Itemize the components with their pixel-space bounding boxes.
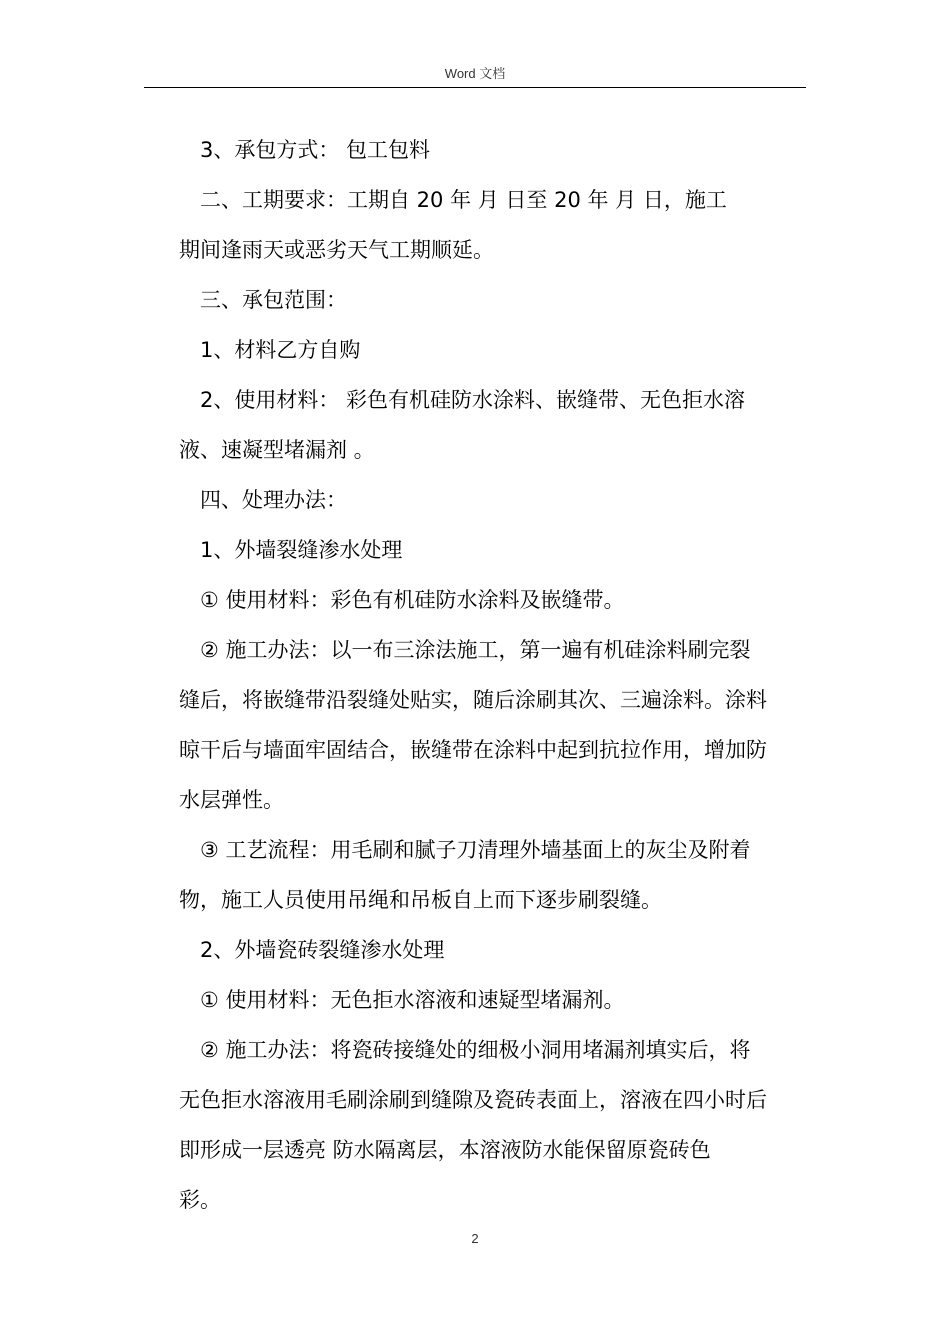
- text-line: 水层弹性。: [179, 788, 284, 812]
- paragraph-wall-crack-process: [179, 825, 804, 925]
- paragraph-materials-used: [179, 375, 804, 475]
- text-line: 3、承包方式： 包工包料: [200, 138, 431, 162]
- text-line: 即形成一层透亮 防水隔离层，本溶液防水能保留原瓷砖色: [179, 1138, 711, 1162]
- text-line: 期间逢雨天或恶劣天气工期顺延。: [179, 238, 494, 262]
- paragraph-schedule: [179, 175, 804, 275]
- paragraph-tile-crack-heading: [179, 925, 804, 975]
- header-divider: [144, 87, 806, 88]
- document-body: [179, 125, 804, 1225]
- text-line: 四、处理办法：: [200, 488, 347, 512]
- paragraph-scope-heading: [179, 275, 804, 325]
- text-line: 缝后，将嵌缝带沿裂缝处贴实，随后涂刷其次、三遍涂料。涂料: [179, 688, 767, 712]
- paragraph-tile-crack-materials: [179, 975, 804, 1025]
- text-line: ② 施工办法：以一布三涂法施工，第一遍有机硅涂料刷完裂: [200, 638, 751, 662]
- paragraph-tile-crack-method: [179, 1025, 804, 1225]
- text-line: 二、工期要求：工期自 20 年 月 日至 20 年 月 日，施工: [200, 188, 727, 212]
- text-line: 彩。: [179, 1188, 221, 1212]
- text-line: 1、材料乙方自购: [200, 338, 361, 362]
- text-line: ② 施工办法：将瓷砖接缝处的细极小洞用堵漏剂填实后，将: [200, 1038, 751, 1062]
- paragraph-contract-method: [179, 125, 804, 175]
- page-number: 2: [471, 1231, 479, 1246]
- text-line: 晾干后与墙面牢固结合，嵌缝带在涂料中起到抗拉作用，增加防: [179, 738, 767, 762]
- text-line: 无色拒水溶液用毛刷涂刷到缝隙及瓷砖表面上，溶液在四小时后: [179, 1088, 767, 1112]
- text-line: 物，施工人员使用吊绳和吊板自上而下逐步刷裂缝。: [179, 888, 662, 912]
- page-header: Word 文档: [444, 66, 506, 81]
- text-line: 液、速凝型堵漏剂 。: [179, 438, 375, 462]
- text-line: ③ 工艺流程：用毛刷和腻子刀清理外墙基面上的灰尘及附着: [200, 838, 751, 862]
- paragraph-wall-crack-materials: [179, 575, 804, 625]
- text-line: 2、使用材料： 彩色有机硅防水涂料、嵌缝带、无色拒水溶: [200, 388, 746, 412]
- text-line: ① 使用材料：彩色有机硅防水涂料及嵌缝带。: [200, 588, 625, 612]
- paragraph-wall-crack-method: [179, 625, 804, 825]
- paragraph-materials-source: [179, 325, 804, 375]
- text-line: ① 使用材料：无色拒水溶液和速疑型堵漏剂。: [200, 988, 625, 1012]
- paragraph-methods-heading: [179, 475, 804, 525]
- text-line: 2、外墙瓷砖裂缝渗水处理: [200, 938, 445, 962]
- text-line: 三、承包范围：: [200, 288, 347, 312]
- paragraph-wall-crack-heading: [179, 525, 804, 575]
- text-line: 1、外墙裂缝渗水处理: [200, 538, 403, 562]
